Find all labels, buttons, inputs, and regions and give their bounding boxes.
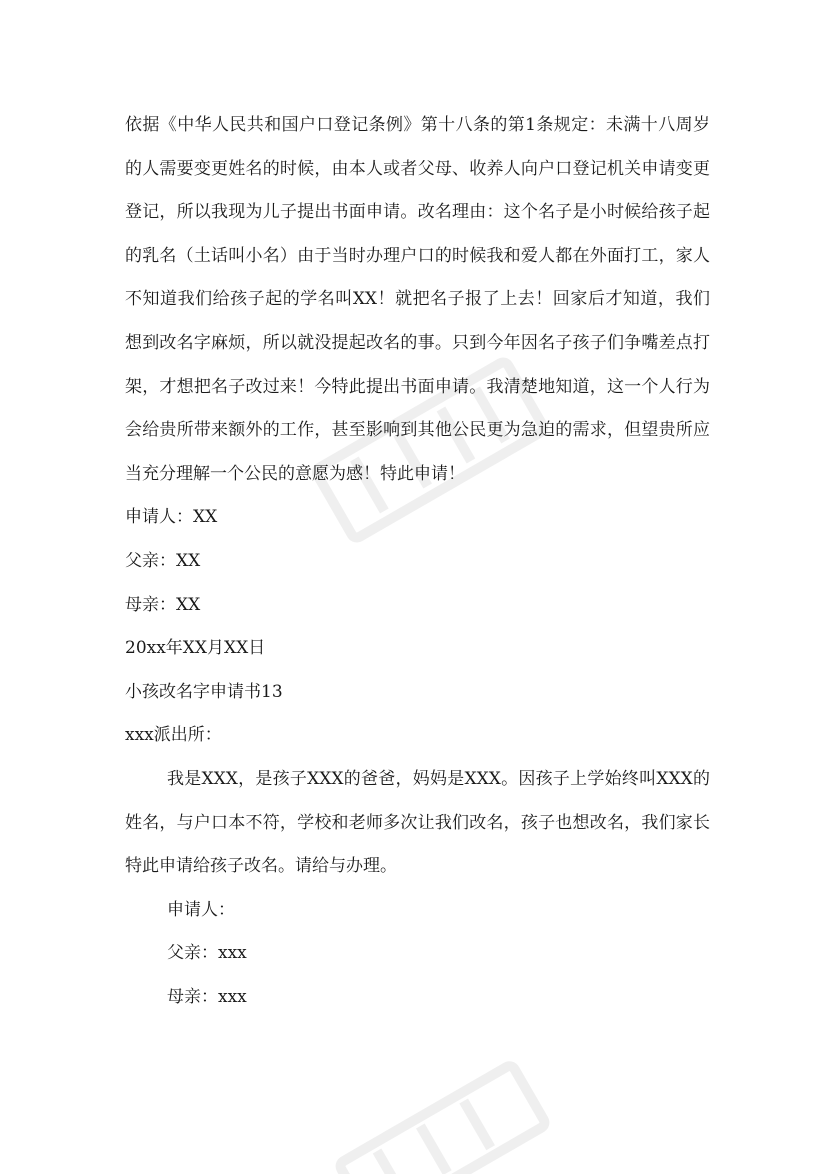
section-title: 小孩改名字申请书13 bbox=[125, 681, 283, 702]
date-line: 20xx年XX月XX日 bbox=[125, 638, 266, 659]
mother-line-2: 母亲：xxx bbox=[167, 986, 247, 1007]
applicant-line: 申请人：XX bbox=[125, 507, 218, 528]
addressee-line: xxx派出所： bbox=[125, 725, 222, 746]
applicant-line-2: 申请人： bbox=[167, 899, 235, 920]
father-line: 父亲：XX bbox=[125, 550, 201, 571]
paragraph-request: 我是XXX，是孩子XXX的爸爸，妈妈是XXX。因孩子上学始终叫XXX的姓名，与户口本不符，学校和老师多次让我们改名，孩子也想改名，我们家长特此申请给孩子改名。请给与办理。 bbox=[125, 768, 710, 877]
paragraph-application-reason: 依据《中华人民共和国户口登记条例》第十八条的第1条规定：未满十八周岁的人需要变更姓名的时候，由本人或者父母、收养人向户口登记机关申请变更登记，所以我现为儿子提出书面申请。改名理由：这个名子是小时候给孩子起的乳名（土话叫小名）由于当时办理户口的时候我和爱人都在外面打工，家人不知道我们给孩子起的学名叫XX！就把名子报了上去！回家后才知道，我们想到改名字麻烦，所以就没提起改名的事。只到今年因名子孩子们争嘴差点打架，才想把名子改过来！今特此提出书面申请。我清楚地知道，这一个人行为会给贵所带来额外的工作，甚至影响到其他公民更为急迫的需求，但望贵所应当充分理解一个公民的意愿为感！特此申请！ bbox=[125, 115, 710, 484]
document-body bbox=[125, 104, 710, 1019]
mother-line: 母亲：XX bbox=[125, 594, 201, 615]
father-line-2: 父亲：xxx bbox=[167, 943, 247, 964]
watermark-icon bbox=[320, 1060, 560, 1174]
